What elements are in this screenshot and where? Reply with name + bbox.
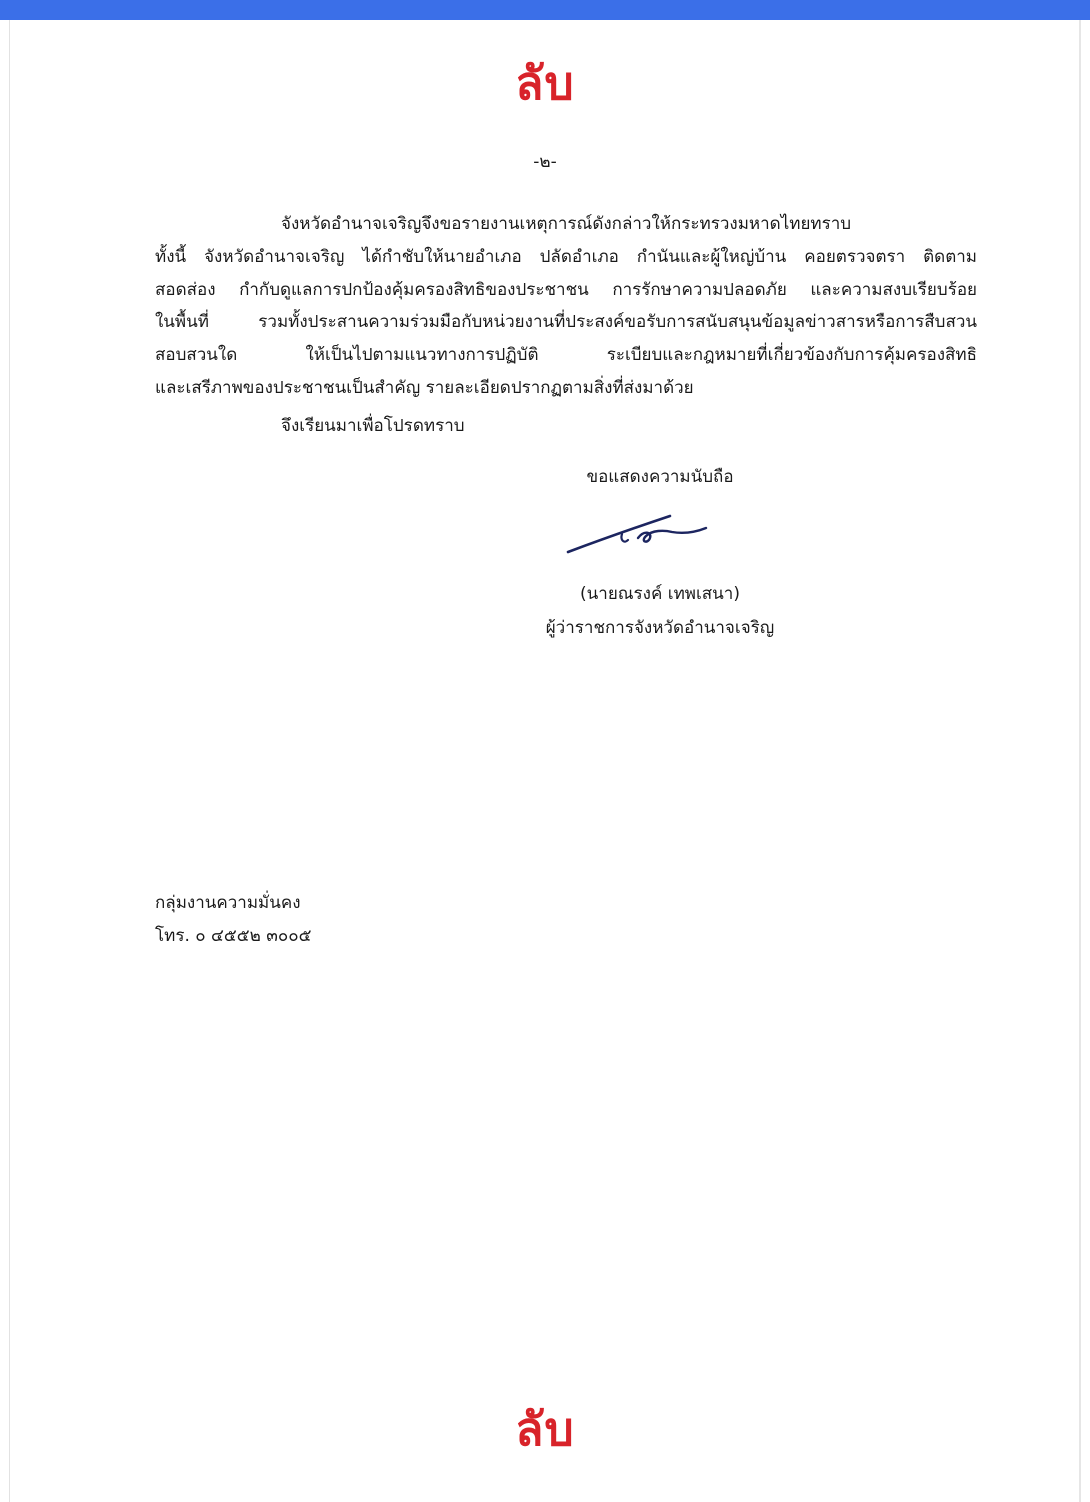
body-line: และเสรีภาพของประชาชนเป็นสำคัญ รายละเอียดปรากฏตามสิ่งที่ส่งมาด้วย bbox=[155, 377, 694, 398]
page-number: -๒- bbox=[533, 152, 557, 172]
body-line: สอบสวนใด ให้เป็นไปตามแนวทางการปฏิบัติ ระเบียบและกฎหมายที่เกี่ยวข้องกับการคุ้มครองสิทธิ bbox=[155, 345, 977, 366]
body-line: จังหวัดอำนาจเจริญจึงขอรายงานเหตุการณ์ดังกล่าวให้กระทรวงมหาดไทยทราบ bbox=[281, 214, 852, 234]
signer-title: ผู้ว่าราชการจังหวัดอำนาจเจริญ bbox=[545, 618, 775, 638]
body-line: สอดส่อง กำกับดูแลการปกป้องคุ้มครองสิทธิของประชาชน การรักษาความปลอดภัย และความสงบเรียบร้อย bbox=[155, 279, 977, 300]
classification-stamp-bottom: ลับ bbox=[515, 1402, 575, 1456]
signer-name: (นายณรงค์ เทพเสนา) bbox=[580, 584, 740, 604]
top-status-bar bbox=[0, 0, 1090, 20]
classification-stamp-top: ลับ bbox=[515, 56, 575, 110]
letter-body bbox=[155, 208, 977, 405]
page-edge-right bbox=[1079, 20, 1081, 1502]
contact-department: กลุ่มงานความมั่นคง bbox=[155, 893, 301, 913]
regards-line: ขอแสดงความนับถือ bbox=[586, 467, 734, 487]
body-line: ทั้งนี้ จังหวัดอำนาจเจริญ ได้กำชับให้นายอำเภอ ปลัดอำเภอ กำนันและผู้ใหญ่บ้าน คอยตรวจตรา ติดตาม bbox=[155, 246, 977, 267]
signature-icon bbox=[560, 510, 720, 560]
body-line: ในพื้นที่ รวมทั้งประสานความร่วมมือกับหน่วยงานที่ประสงค์ขอรับการสนับสนุนข้อมูลข่าวสารหรือการสืบสวน bbox=[155, 312, 977, 333]
page-edge-left bbox=[9, 20, 10, 1502]
closing-sentence: จึงเรียนมาเพื่อโปรดทราบ bbox=[281, 416, 465, 436]
contact-phone: โทร. ๐ ๔๕๕๒ ๓๐๐๕ bbox=[155, 926, 312, 946]
